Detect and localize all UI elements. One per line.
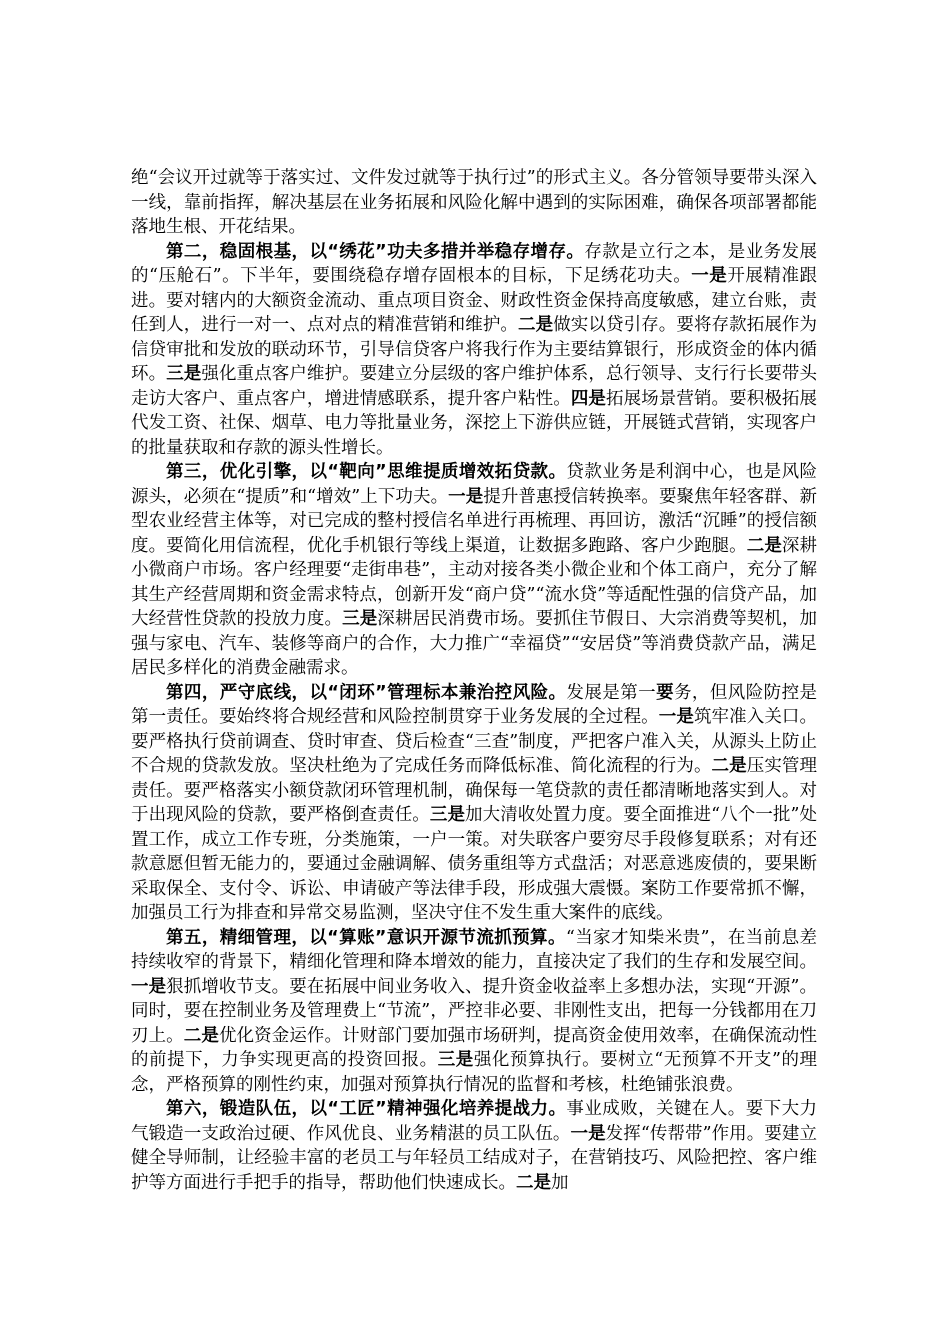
text-run: 强化预算执行。要树立“无预算不开支”的理念，严格预算的刚性约束，加强对预算执行情况的监督和考核，杜绝铺张浪费。	[131, 1050, 818, 1095]
bold-text-run: 第二，稳固根基，以“绣花”功夫多措并举稳存增存。	[166, 241, 585, 262]
document-body	[131, 166, 817, 1195]
bold-text-run: 二是	[516, 1172, 551, 1193]
text-run: 深耕居民消费市场。要抓住节假日、大宗消费等契机，加强与家电、汽车、装修等商户的合作，大力推广“幸福贷”“安居贷”等消费贷款产品，满足居民多样化的消费金融需求。	[131, 609, 818, 678]
text-run: 开展精准跟进。要对辖内的大额资金流动、重点项目资金、财政性资金保持高度敏感，建立台账，责任到人，进行一对一、点对点的精准营销和维护。	[131, 266, 817, 335]
paragraph	[131, 240, 817, 461]
bold-text-run: 一是	[658, 707, 694, 727]
text-run: 发展是第一	[566, 682, 657, 703]
bold-text-run: 第五，精细管理，以“算账”意识开源节流抓预算。	[166, 927, 566, 948]
text-run: 存款是立行之本，是业务发展的“压舱石”。下半年，要围绕稳存增存固根本的目标，下足绣花功夫。	[131, 241, 817, 286]
bold-text-run: 一是	[570, 1123, 606, 1144]
bold-text-run: 二是	[746, 535, 782, 556]
text-run: 贷款业务是利润中心，也是风险源头，必须在“提质”和“增效”上下功夫。	[131, 462, 817, 507]
paragraph	[131, 681, 817, 926]
text-run: 优化资金运作。计财部门要加强市场研判，提高资金使用效率，在确保流动性的前提下，力争实现更高的投资回报。	[131, 1025, 818, 1070]
bold-text-run: 三是	[437, 1050, 474, 1070]
text-run: 绝“会议开过就等于落实过、文件发过就等于执行过”的形式主义。各分管领导要带头深入一线，靠前指挥，解决基层在业务拓展和风险化解中遇到的实际困难，确保各项部署都能落地生根、开花结果。	[131, 168, 817, 237]
bold-text-run: 一是	[691, 266, 728, 286]
paragraph	[131, 166, 817, 240]
bold-text-run: 二是	[711, 756, 747, 776]
bold-text-run: 四是	[570, 388, 606, 409]
bold-text-run: 第四，严守底线，以“闭环”管理标本兼治控风险。	[166, 682, 567, 703]
bold-text-run: 第六，锻造队伍，以“工匠”精神强化培养提战力。	[166, 1099, 567, 1119]
text-run: 务，但风险防控是第一责任。要始终将合规经营和风险控制贯穿于业务发展的全过程。	[131, 682, 818, 727]
text-run: 拓展场景营销。要积极拓展代发工资、社保、烟草、电力等批量业务，深挖上下游供应链，开展链式营销，实现客户的批量获取和存款的源头性增长。	[131, 388, 818, 458]
text-run: 筑牢准入关口。要严格执行贷前调查、贷时审查、贷后检查“三查”制度，严把客户准入关，从源头上防止不合规的贷款发放。坚决杜绝为了完成任务而降低标准、简化流程的行为。	[131, 707, 818, 776]
paragraph	[131, 926, 817, 1098]
text-run: 狠抓增收节支。要在拓展中间业务收入、提升资金收益率上多想办法，实现“开源”。同时，要在控制业务及管理费上“节流”，严控非必要、非刚性支出，把每一分钱都用在刀刃上。	[131, 976, 818, 1046]
bold-text-run: 三是	[429, 805, 466, 825]
text-run: 压实管理责任。要严格落实小额贷款闭环管理机制，确保每一笔贷款的责任都清晰地落实到人。对于出现风险的贷款，要严格倒查责任。	[131, 756, 818, 825]
text-run: 发挥“传帮带”作用。要建立健全导师制，让经验丰富的老员工与年轻员工结成对子，在营销技巧、风险把控、客户维护等方面进行手把手的指导，帮助他们快速成长。	[131, 1123, 818, 1193]
text-run: 事业成败，关键在人。要下大力气锻造一支政治过硬、作风优良、业务精湛的员工队伍。	[131, 1099, 817, 1144]
bold-text-run: 三是	[166, 364, 202, 384]
bold-text-run: 三是	[342, 609, 378, 629]
bold-text-run: 第三，优化引擎，以“靶向”思维提质增效拓贷款。	[166, 462, 567, 482]
text-run: 深耕小微商户市场。客户经理要“走街串巷”，主动对接各类小微企业和个体工商户，充分了解其生产经营周期和资金需求特点，创新开发“商户贷”“流水贷”等适配性强的信贷产品，加大经营性贷款的投放力度。	[131, 535, 818, 629]
text-run: 强化重点客户维护。要建立分层级的客户维护体系，总行领导、支行行长要带头走访大客户、重点客户，增进情感联系，提升客户粘性。	[131, 364, 818, 409]
text-run: 加	[551, 1172, 569, 1193]
bold-text-run: 二是	[183, 1025, 219, 1046]
text-run: “当家才知柴米贵”，在当前息差持续收窄的背景下，精细化管理和降本增效的能力，直接决定了我们的生存和发展空间。	[131, 927, 817, 972]
bold-text-run: 二是	[518, 315, 554, 335]
paragraph	[131, 1097, 817, 1195]
paragraph	[131, 460, 817, 681]
bold-text-run: 一是	[131, 976, 167, 997]
text-run: 做实以贷引存。要将存款拓展作为信贷审批和发放的联动环节，引导信贷客户将我行作为主要结算银行，形成资金的体内循环。	[131, 315, 818, 384]
text-run: 加大清收处置力度。要全面推进“八个一批”处置工作，成立工作专班，分类施策，一户一策。对失联客户要穷尽手段修复联系；对有还款意愿但暂无能力的，要通过金融调解、债务重组等方式盘活；对恶意逃废债的，要果断采取保全、支付令、诉讼、申请破产等法律手段，形成强大震慑。案防工作要常抓不懈，加强员工行为排查和异常交易监测，坚决守住不发生重大案件的底线。	[131, 805, 818, 923]
bold-text-run: 要	[656, 682, 674, 703]
text-run: 提升普惠授信转换率。要聚焦年轻客群、新型农业经营主体等，对已完成的整村授信名单进行再梳理、再回访，激活“沉睡”的授信额度。要简化用信流程，优化手机银行等线上渠道，让数据多跑路、客户少跑腿。	[131, 486, 817, 556]
bold-text-run: 一是	[448, 486, 484, 507]
